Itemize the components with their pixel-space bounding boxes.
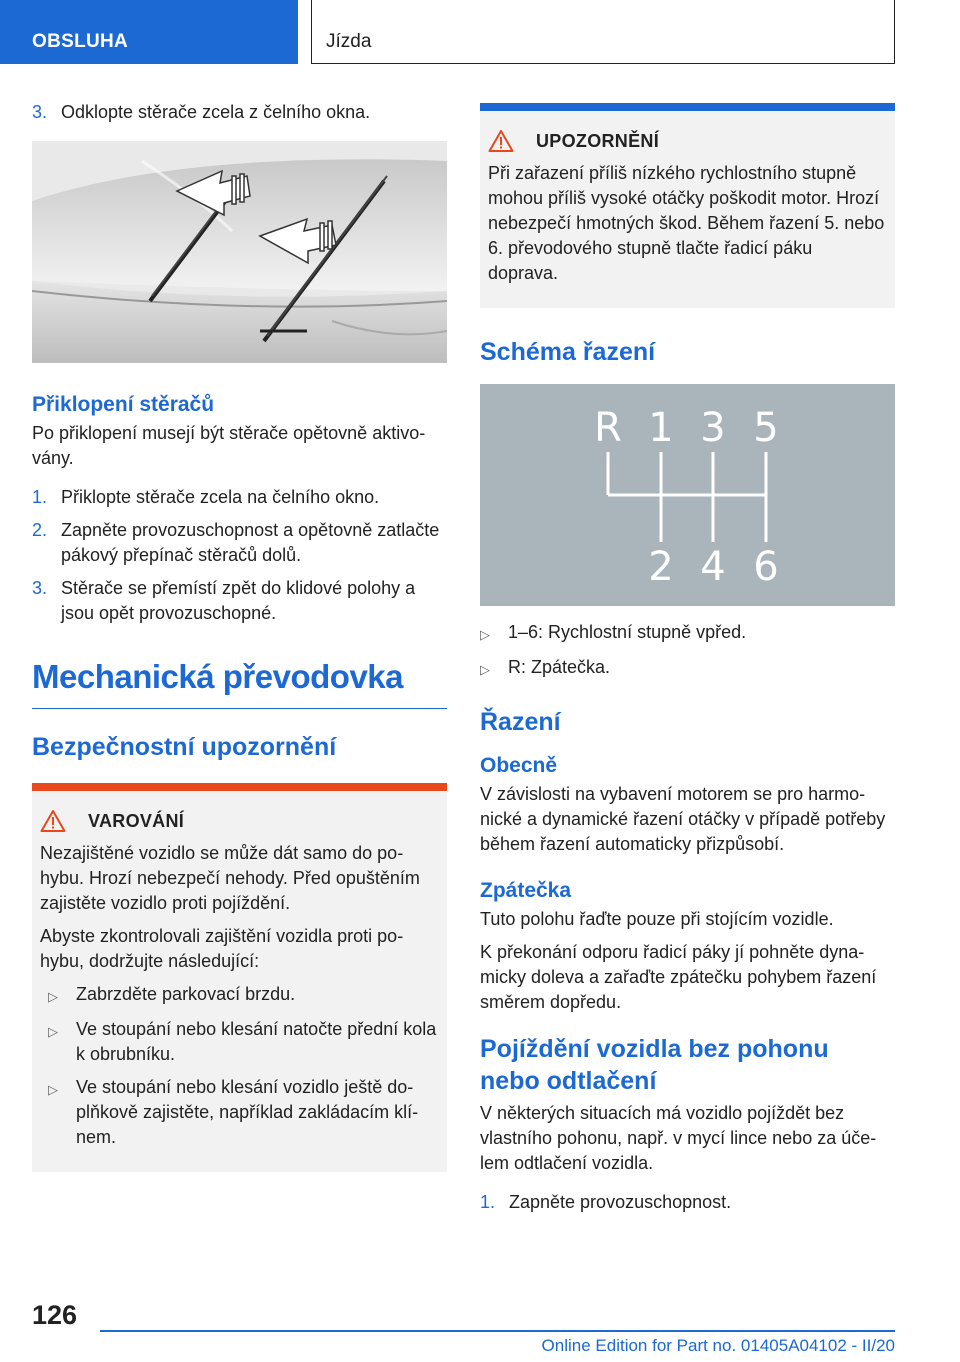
step-text: Stěrače se přemístí zpět do klidové polohy a jsou opět provozuschopné.: [61, 578, 416, 623]
paragraph: Abyste zkontrolovali zajištění vozidla proti pohybu, dodržujte následující:: [40, 926, 404, 971]
chapter-header: Jízda: [311, 0, 895, 64]
paragraph: V závislosti na vybavení motorem se pro harmonické a dynamické řazení otáčky v případě potřeby během řazení automaticky přizpůsobí.: [480, 784, 886, 854]
left-column: [32, 100, 447, 1188]
list-item: [40, 1017, 439, 1067]
list-item: [480, 620, 895, 647]
list-item: [32, 576, 447, 626]
gear-label-3: 3: [700, 405, 726, 451]
paragraph: Nezajištěné vozidlo se může dát samo do pohybu. Hrozí nebezpečí nehody. Před opuštěním zajistěte vozidlo proti pojíždění.: [40, 843, 420, 913]
gear-label-4: 4: [700, 544, 726, 590]
wiper-illustration: [32, 141, 447, 363]
warning-icon: [40, 809, 66, 833]
step-text: Odklopte stěrače zcela z čelního okna.: [61, 102, 371, 122]
list-item: [40, 1075, 439, 1150]
bullet-text: Zabrzděte parkovací brzdu.: [76, 984, 296, 1004]
footer-divider: [100, 1330, 895, 1332]
edition-note: Online Edition for Part no. 01405A04102 - II/20: [541, 1336, 895, 1355]
bullet-text: Ve stoupání nebo klesání vozidlo ještě doplňkově zajistěte, například zakládacím klínem.: [76, 1077, 419, 1147]
warning-box: [32, 783, 447, 1172]
section-title: Schéma řazení: [480, 338, 656, 366]
bullet-text: Ve stoupání nebo klesání natočte přední kola k obrubníku.: [76, 1019, 437, 1064]
step-text: Zapněte provozuschopnost.: [509, 1192, 732, 1212]
section-title: Přiklopení stěračů: [32, 393, 215, 416]
paragraph: V některých situacích má vozidlo pojíždět bez vlastního pohonu, např. v mycí lince nebo za účelem odtlačení vozidla.: [480, 1103, 877, 1173]
bullet-text: R: Zpátečka.: [508, 657, 611, 677]
triangle-bullet-icon: ▷: [480, 662, 490, 677]
step-text: Zapněte provozuschopnost a opětovně zatlačte pákový přepínač stěračů dolů.: [61, 520, 440, 565]
right-column: [480, 103, 895, 1223]
subsection-title: Zpátečka: [480, 879, 572, 902]
list-item: [32, 485, 447, 510]
triangle-bullet-icon: ▷: [48, 989, 58, 1004]
bullet-text: 1–6: Rychlostní stupně vpřed.: [508, 622, 747, 642]
gear-label-5: 5: [753, 405, 779, 451]
gear-label-r: R: [594, 405, 622, 451]
list-item: [32, 100, 447, 125]
gear-label-2: 2: [648, 544, 674, 590]
paragraph: Po přiklopení musejí být stěrače opětovně aktivovány.: [32, 423, 426, 468]
section-title: Řazení: [480, 708, 561, 736]
list-item: [480, 655, 895, 682]
step-number: 3.: [32, 102, 48, 122]
warning-label: VAROVÁNÍ: [88, 810, 185, 831]
step-number: 1.: [480, 1192, 496, 1212]
step-number: 3.: [32, 578, 48, 598]
gear-label-6: 6: [753, 544, 779, 590]
section-title: Pojíždění vozidla bez pohonu nebo odtlačení: [480, 1035, 829, 1095]
caution-box: [480, 103, 895, 308]
warning-heading: [40, 809, 439, 833]
step-number: 1.: [32, 487, 48, 507]
section-title: Bezpečnostní upozornění: [32, 733, 337, 761]
caution-heading: [488, 129, 887, 153]
section-tab: OBSLUHA: [0, 0, 298, 64]
gear-scheme-illustration: [480, 384, 895, 606]
triangle-bullet-icon: ▷: [48, 1024, 58, 1039]
step-number: 2.: [32, 520, 48, 540]
paragraph: K překonání odporu řadicí páky jí pohněte dynamicky doleva a zařaďte zpátečku pohybem řazení směrem dopředu.: [480, 942, 877, 1012]
triangle-bullet-icon: ▷: [48, 1082, 58, 1097]
warning-icon: [488, 129, 514, 153]
paragraph: Při zařazení příliš nízkého rychlostního stupně mohou příliš vysoké otáčky poškodit motor. Hrozí nebezpečí hmotných škod. Během řazení 5. nebo 6. převodového stupně tlačte řadicí páku doprava.: [488, 163, 885, 283]
triangle-bullet-icon: ▷: [480, 627, 490, 642]
paragraph: Tuto polohu řaďte pouze při stojícím vozidle.: [480, 909, 834, 929]
page-number: 126: [32, 1300, 78, 1330]
gear-label-1: 1: [648, 405, 674, 451]
list-item: [480, 1190, 895, 1215]
step-text: Přiklopte stěrače zcela na čelního okno.: [61, 487, 380, 507]
list-item: [32, 518, 447, 568]
subsection-title: Obecně: [480, 754, 558, 777]
list-item: [40, 982, 439, 1009]
chapter-title: Mechanická převodovka: [32, 656, 447, 709]
caution-label: UPOZORNĚNÍ: [536, 130, 660, 151]
